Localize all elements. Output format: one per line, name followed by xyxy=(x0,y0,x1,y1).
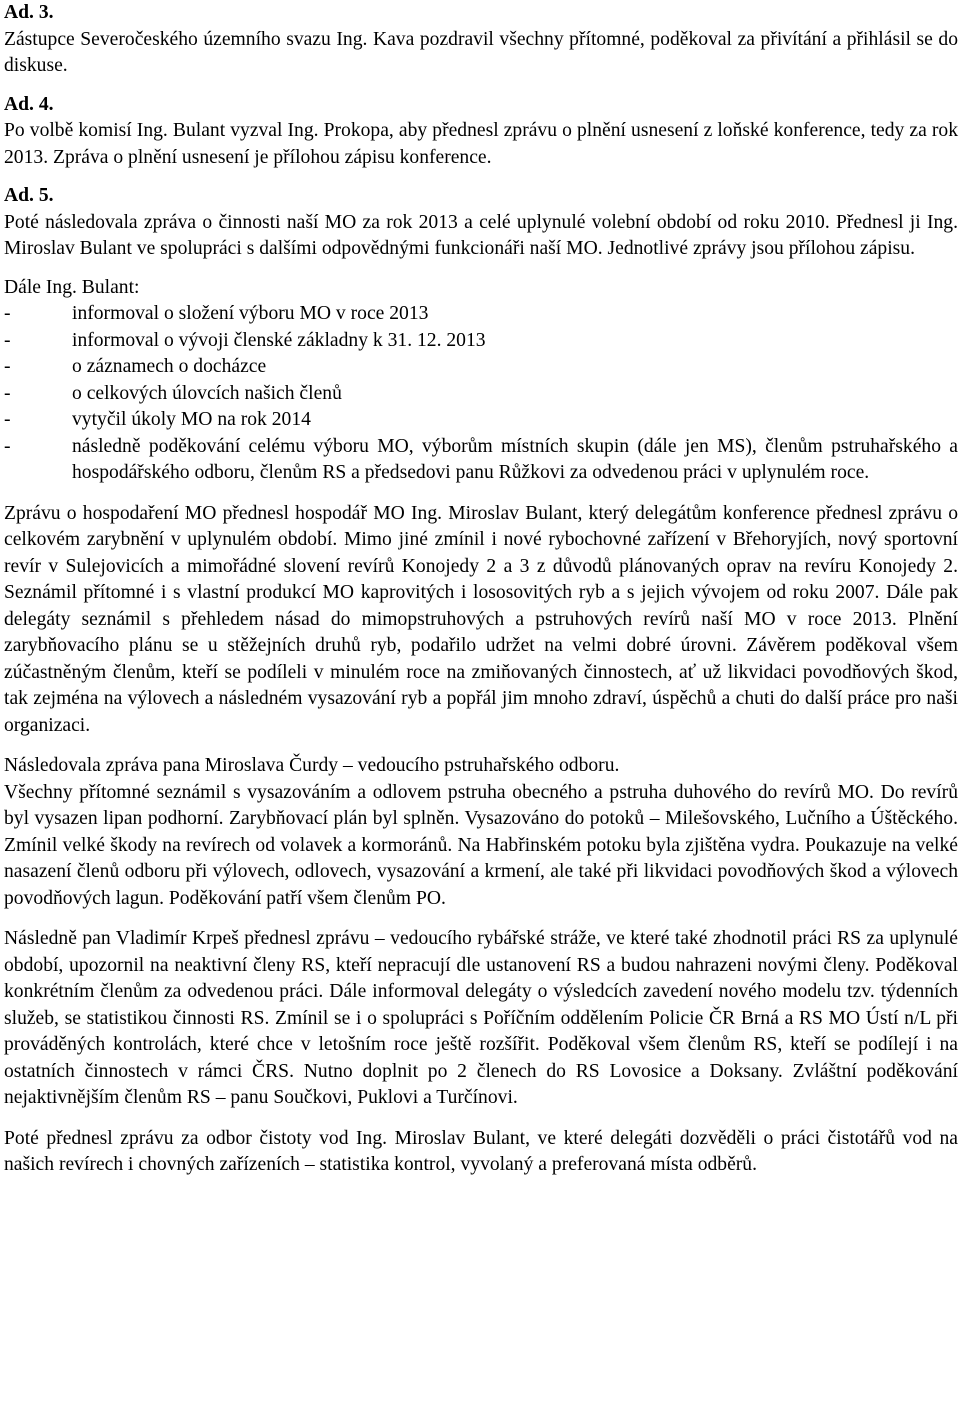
paragraph-hospodareni: Zprávu o hospodaření MO přednesl hospodář MO Ing. Miroslav Bulant, který delegátům konference přednesl zprávu o celkovém zarybnění v uplynulém období. Mimo jiné zmínil i nové rybochovné zařízení v Břehoryjích, nový sportovní revír v Sulejovicích a mimořádné slovení revírů Konojedy 2 a 3 z důvodů plánovaných oprav na revíru Konojedy 2. Seznámil přítomné i s vlastní produkcí MO kaprovitých i lososovitých ryb a s jejich vývojem od roku 2007. Dále pak delegáty seznámil s přehledem násad do mimopstruhových a pstruhových revírů naší MO v roce 2013. Plnění zarybňovacího plánu se u stěžejních druhů ryb, podařilo udržet na velmi dobré úrovni. Závěrem poděkoval všem zúčastněným členům, kteří se podíleli v minulém roce na zmiňovaných činnostech, ať už likvidaci povodňových škod, tak zejména na výlovech a následném vysazování ryb a popřál jim mnoho zdraví, úspěchů a chuti do další práce pro naši organizaci. xyxy=(4,502,958,736)
paragraph-cistota-report: Poté přednesl zprávu za odbor čistoty vod Ing. Miroslav Bulant, ve které delegáti dozvěděli o práci čistotářů vod na našich revírech i chovných zařízeních – statistika kontrol, vyvolaný a preferovaná místa odběrů. xyxy=(4,1127,958,1175)
paragraph-curda-report: Všechny přítomné seznámil s vysazováním a odlovem pstruha obecného a pstruha duhového do revírů MO. Do revírů byl vysazen lipan podhorní. Zarybňovací plán byl splněn. Vysazováno do potoků – Milešovského, Lučního a Úštěckého. Zmínil velké škody na revírech od volavek a kormoránů. Na Habřinském potoku byla zjištěna vydra. Poukazuje na velké nasazení členů odboru při výlovech, odlovech, vysazování a krmení, ale také při likvidaci povodňových škod a výlovech povodňových lagun. Poděkování patří všem členům PO. xyxy=(4,781,958,909)
dash-bullet: - xyxy=(4,409,11,430)
list-item: - o celkových úlovcích našich členů xyxy=(4,381,958,408)
list-item: - informoval o složení výboru MO v roce 2013 xyxy=(4,301,958,328)
section-heading-ad5: Ad. 5. xyxy=(4,185,54,206)
paragraph-ad3: Zástupce Severočeského územního svazu Ing. Kava pozdravil všechny přítomné, poděkoval za přivítání a přihlásil se do diskuse. xyxy=(4,28,958,76)
list-item: - informoval o vývoji členské základny k 31. 12. 2013 xyxy=(4,328,958,355)
dash-bullet: - xyxy=(4,435,11,457)
section-heading-ad3: Ad. 3. xyxy=(4,2,54,23)
list-item: - o záznamech o docházce xyxy=(4,354,958,381)
paragraph-ad5: Poté následovala zpráva o činnosti naší MO za rok 2013 a celé uplynulé volební období od roku 2010. Přednesl ji Ing. Miroslav Bulant ve spolupráci s dalšími odpovědnými funkcionáři naší MO. Jednotlivé zprávy jsou přílohou zápisu. xyxy=(4,211,958,259)
list-item: - vytyčil úkoly MO na rok 2014 xyxy=(4,407,958,434)
paragraph-curda-intro: Následovala zpráva pana Miroslava Čurdy – vedoucího pstruhařského odboru. xyxy=(4,755,620,776)
dash-bullet: - xyxy=(4,382,11,404)
document-page xyxy=(4,0,958,1179)
paragraph-ad4: Po volbě komisí Ing. Bulant vyzval Ing. Prokopa, aby přednesl zprávu o plnění usnesení z loňské konference, tedy za rok 2013. Zpráva o plnění usnesení je přílohou zápisu konference. xyxy=(4,120,958,168)
paragraph-krpes-report: Následně pan Vladimír Krpeš přednesl zprávu – vedoucího rybářské stráže, ve které také zhodnotil práci RS za uplynulé období, upozornil na neaktivní členy RS, kteří nepracují dle ustanovení RS a budou nahrazeni novými členy. Poděkoval konkrétním členům za odvedenou práci. Dále informoval delegáty o výsledcích zavedení nového modelu tzv. týdenních služeb, se statistikou činnosti RS. Zmínil se i o spolupráci s Poříčním oddělením Policie ČR Brná a RS MO Ústí n/L při prováděných kontrolách, které chce v letošním roce ještě rozšířit. Poděkoval všem členům RS, kteří se podílejí i na ostatních činnostech v rámci ČRS. Nutno doplnit po 2 členech do RS Lovosice a Doksany. Zvláštní poděkování nejaktivnějším členům RS – panu Součkovi, Puklovi a Turčínovi. xyxy=(4,928,958,1108)
dash-bullet: - xyxy=(4,329,11,351)
bulant-report-list xyxy=(4,301,958,487)
dash-bullet: - xyxy=(4,356,11,377)
dash-bullet: - xyxy=(4,303,11,324)
list-intro: Dále Ing. Bulant: xyxy=(4,276,140,298)
section-heading-ad4: Ad. 4. xyxy=(4,93,54,115)
list-item: - následně poděkování celému výboru MO, výborům místních skupin (dále jen MS), členům pstruhařského a hospodářského odboru, členům RS a předsedovi panu Růžkovi za odvedenou práci v uplynulém roce. xyxy=(4,435,958,483)
